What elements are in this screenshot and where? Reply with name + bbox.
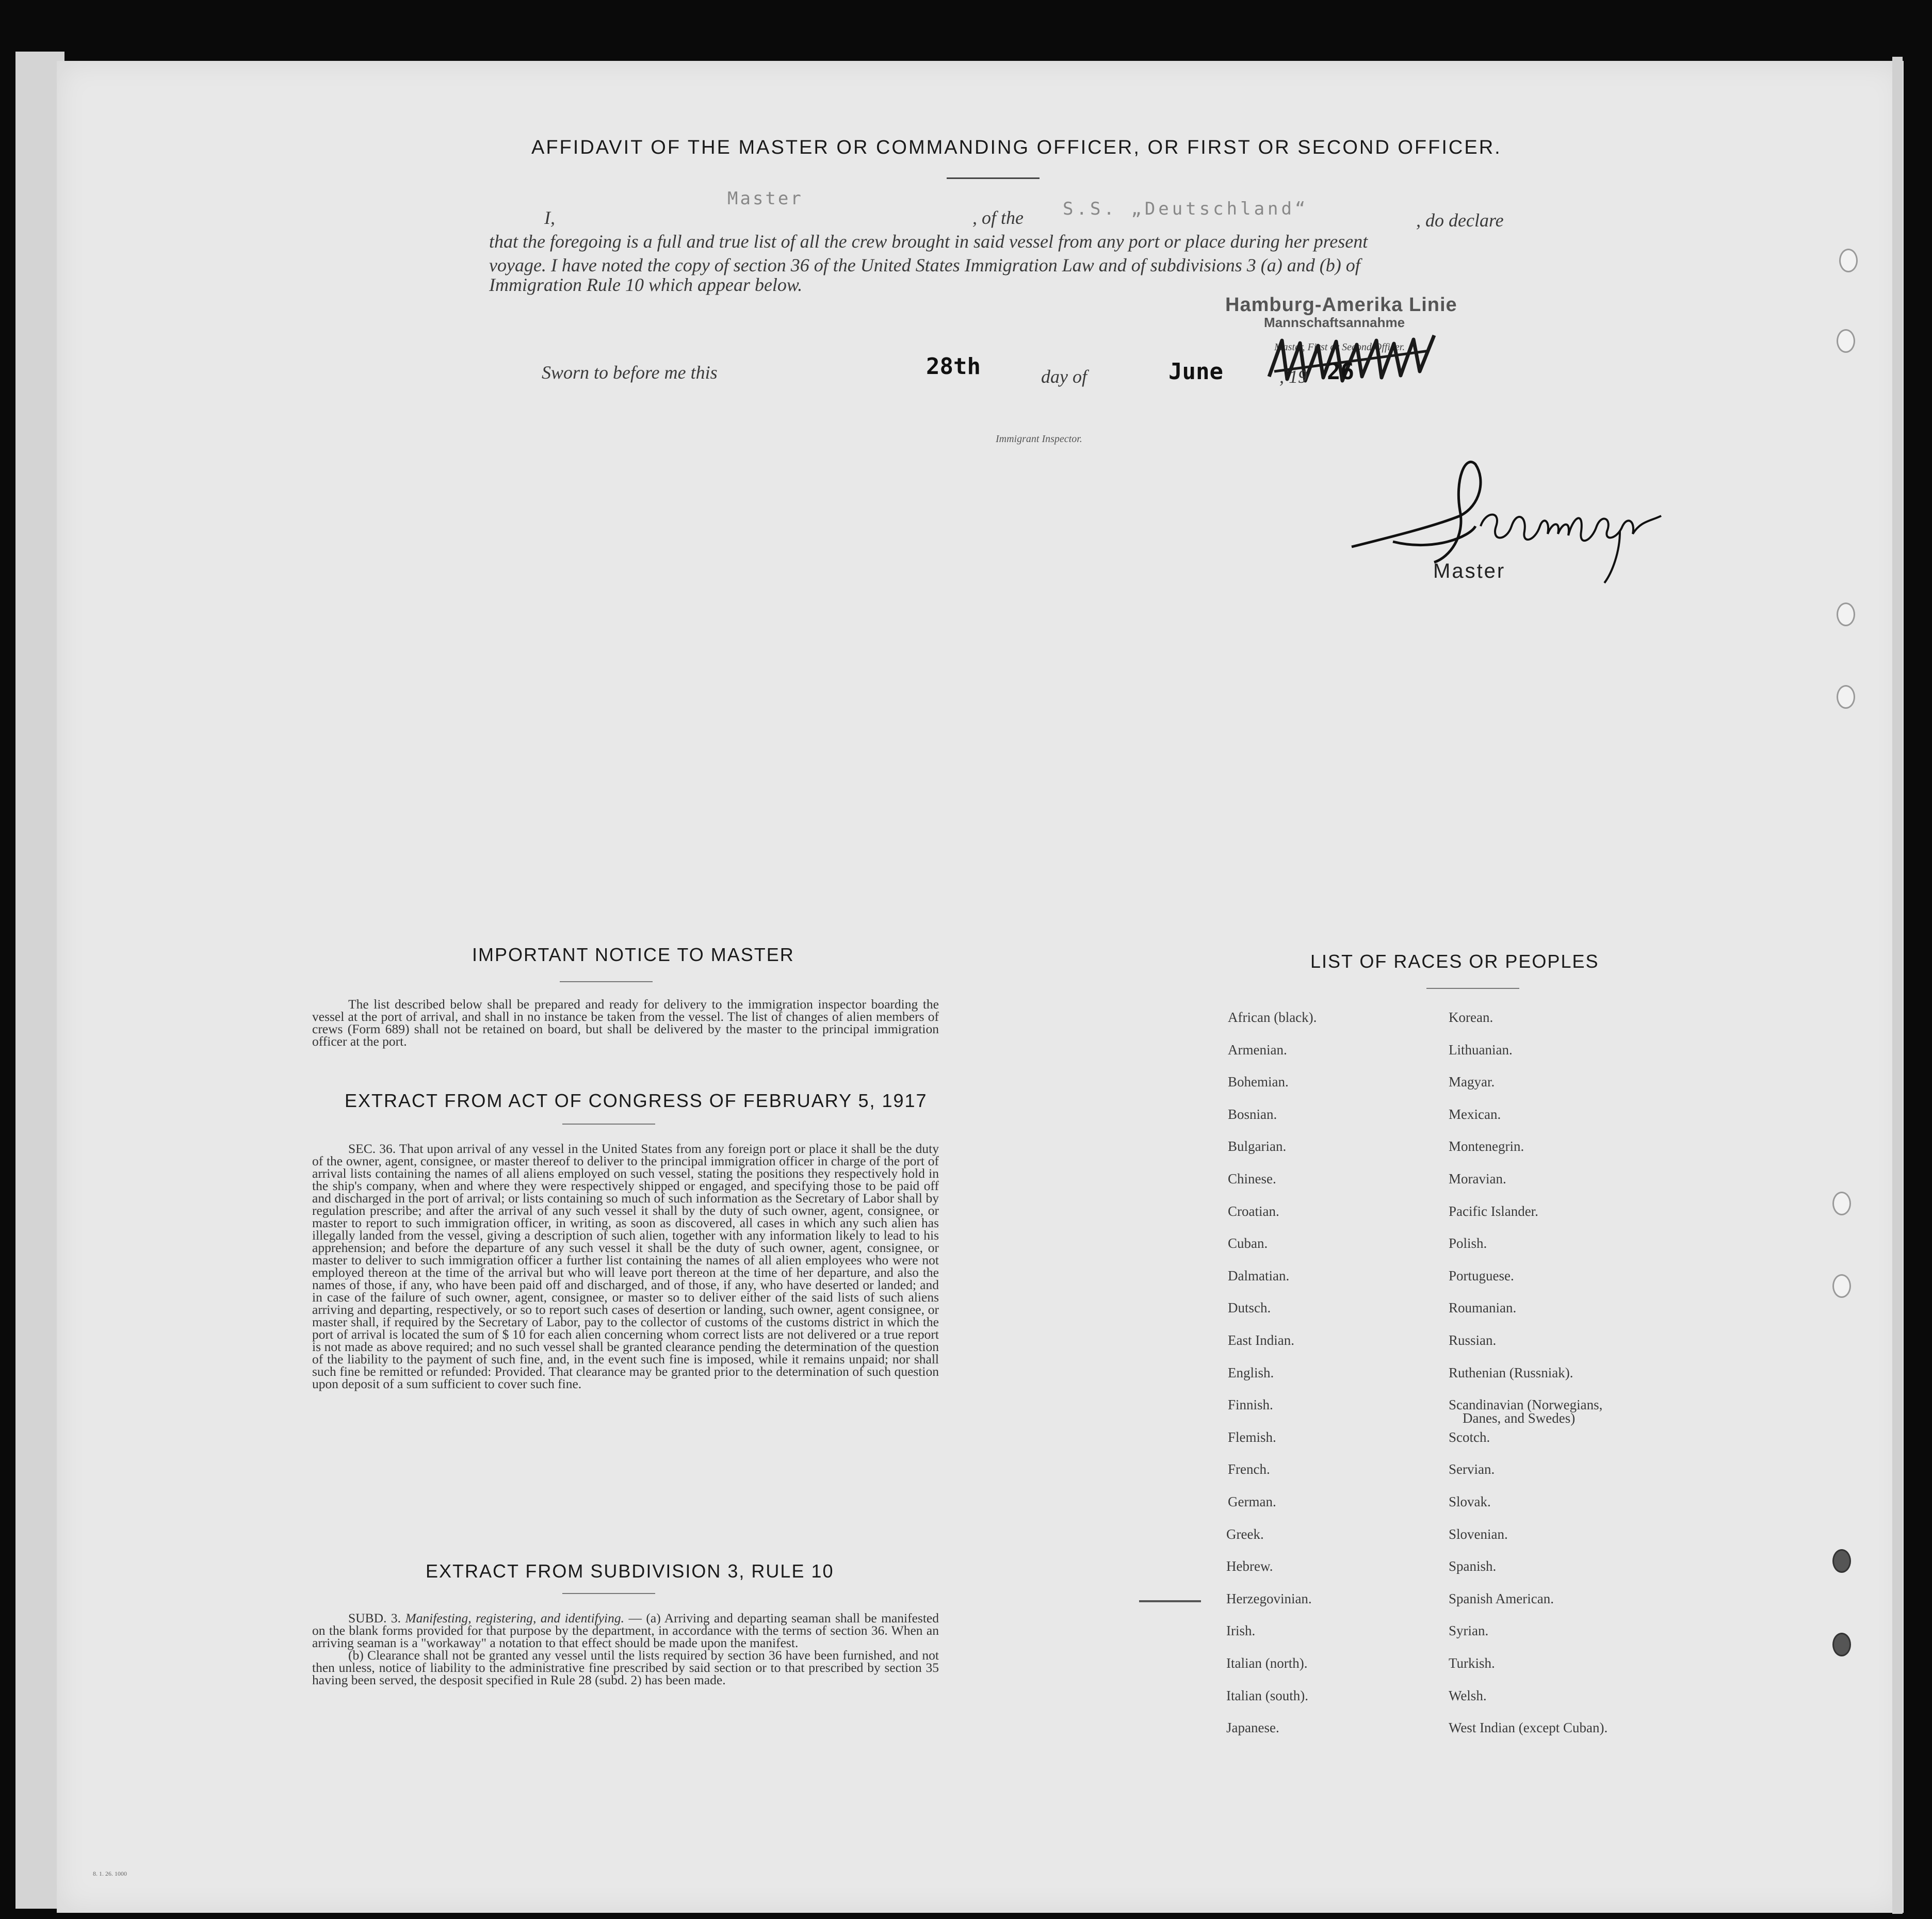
sworn-year: 26	[1327, 359, 1354, 385]
punch-hole	[1837, 329, 1855, 353]
punch-hole	[1837, 603, 1855, 626]
race-item: Welsh.	[1449, 1687, 1487, 1703]
race-item: Japanese.	[1226, 1720, 1279, 1736]
race-item: Hebrew.	[1226, 1558, 1273, 1574]
race-item: Croatian.	[1228, 1203, 1279, 1219]
race-item: Finnish.	[1228, 1397, 1273, 1413]
race-item: Bulgarian.	[1228, 1139, 1287, 1154]
signature-title: Master	[1433, 560, 1506, 582]
race-item: Dalmatian.	[1228, 1267, 1290, 1283]
rule-heading: EXTRACT FROM SUBDIVISION 3, RULE 10	[426, 1560, 834, 1582]
sworn-year-prefix: , 19	[1279, 366, 1307, 387]
race-item: Bohemian.	[1228, 1074, 1289, 1090]
notice-heading: IMPORTANT NOTICE TO MASTER	[472, 944, 794, 965]
race-item: Slovenian.	[1449, 1526, 1508, 1542]
race-item: Dutsch.	[1228, 1300, 1271, 1316]
race-item: Portuguese.	[1449, 1267, 1514, 1283]
sworn-label: Sworn to before me this	[542, 362, 718, 383]
notice-divider	[560, 981, 653, 982]
race-item: Chinese.	[1228, 1171, 1276, 1186]
affidavit-title: AFFIDAVIT OF THE MASTER OR COMMANDING OFFICER, OR FIRST OR SECOND OFFICER.	[531, 137, 1502, 158]
punch-hole	[1832, 1192, 1851, 1215]
sworn-month: June	[1168, 359, 1223, 385]
race-item: Bosnian.	[1228, 1106, 1277, 1122]
punch-hole	[1832, 1633, 1851, 1656]
typed-master: Master	[727, 188, 803, 209]
race-item: Pacific Islander.	[1449, 1203, 1538, 1219]
master-signature	[1331, 449, 1692, 588]
inspector-caption: Immigrant Inspector.	[996, 433, 1082, 445]
punch-hole	[1839, 249, 1858, 272]
race-item: Magyar.	[1449, 1074, 1495, 1090]
race-item: Greek.	[1226, 1526, 1264, 1542]
race-item: Spanish.	[1449, 1558, 1497, 1574]
race-item: Armenian.	[1228, 1042, 1287, 1058]
sworn-day: 28th	[926, 353, 981, 380]
race-item: Scotch.	[1449, 1429, 1490, 1445]
typed-vessel-name: S.S. „Deutschland“	[1063, 199, 1309, 219]
race-item: Irish.	[1226, 1623, 1256, 1639]
race-item: Montenegrin.	[1449, 1139, 1524, 1154]
race-item: Mexican.	[1449, 1106, 1501, 1122]
race-item: Korean.	[1449, 1010, 1493, 1025]
declaration-i: I,	[544, 207, 555, 228]
race-item: Italian (north).	[1226, 1655, 1308, 1671]
race-item: Herzegovinian.	[1226, 1590, 1312, 1606]
race-item: Polish.	[1449, 1235, 1487, 1251]
race-item: Spanish American.	[1449, 1590, 1554, 1606]
act-heading: EXTRACT FROM ACT OF CONGRESS OF FEBRUARY 5, 1917	[345, 1090, 928, 1111]
race-item: German.	[1228, 1494, 1276, 1509]
punch-hole	[1832, 1274, 1851, 1298]
race-item: West Indian (except Cuban).	[1449, 1720, 1608, 1736]
title-divider	[947, 177, 1040, 179]
punch-hole	[1832, 1549, 1851, 1573]
officer-caption: Master, First or Second Officer.	[1274, 341, 1405, 353]
act-text: SEC. 36. That upon arrival of any vessel in the United States from any foreign port or place it shall be the duty of the owner, agent, consignee, or master thereof to deliver to the principal immigration officer in charge of the port of arrival lists containing the names of all aliens employed on such vessel, stating the positions they respectively hold in the ship's company, when and where they were respectively shipped or engaged, and specifying those to be paid off and discharged in the port of arrival; or lists containing so much of such information as the Secretary of Labor shall by regulation prescribe; and after the arrival of any such vessel it shall by the duty of such owner, agent, consignee, or master to report to such immigration officer, in writing, as soon as discovered, all cases in which any such alien has illegally landed from the vessel, giving a description of such alien, together with any information likely to lead to his apprehension; and before the departure of any such vessel it shall be the duty of such owner, agent, consignee, or master to deliver to such immigration officer a further list containing the names of all alien employees who were not employed thereon at the time of the arrival but who will leave port thereon at the time of her departure, and also the names of those, if any, who have been paid off and discharged, and of those, if any, who have deserted or landed; and in case of the failure of such owner, agent, consignee, or master so to deliver either of the said lists of such aliens arriving and departing, respectively, or so to report such cases of desertion or landing, such owner, agent consignee, or master shall, if required by the Secretary of Labor, pay to the collector of customs of the customs district in which the port of arrival is located the sum of $ 10 for each alien concerning whom correct lists are not delivered or a true report is not made as above required; and no such vessel shall be granted clearance pending the determination of the question of the liability to the payment of such fine, and, in the event such fine is imposed, while it remains unpaid; nor shall such fine be remitted or refunded: Provided. That clearance may be granted prior to the determination of such question upon deposit of a sum sufficient to cover such fine.	[312, 1141, 939, 1391]
rule-divider	[562, 1593, 655, 1594]
declaration-do-declare: , do declare	[1416, 210, 1504, 231]
race-item: English.	[1228, 1364, 1274, 1380]
act-divider	[562, 1124, 655, 1125]
race-item: Cuban.	[1228, 1235, 1268, 1251]
race-item: Flemish.	[1228, 1429, 1276, 1445]
race-item: Ruthenian (Russniak).	[1449, 1364, 1573, 1380]
race-item: Scandinavian (Norwegians,	[1449, 1397, 1603, 1413]
race-item: Roumanian.	[1449, 1300, 1517, 1316]
races-divider	[1426, 988, 1519, 989]
race-item: Danes, and Swedes)	[1463, 1410, 1576, 1426]
declaration-line-4: Immigration Rule 10 which appear below.	[489, 274, 803, 295]
race-item: Syrian.	[1449, 1623, 1489, 1639]
stamp-department: Mannschaftsannahme	[1264, 315, 1405, 330]
race-item: East Indian.	[1228, 1332, 1294, 1348]
notice-text: The list described below shall be prepared and ready for delivery to the immigration inspector boarding the vessel at the port of arrival, and shall in no instance be taken from the vessel. The list of changes of alien members of crews (Form 689) shall not be retained on board, but shall be delivered by the master to the principal immigration officer at the port.	[312, 997, 939, 1049]
stamp-company: Hamburg-Amerika Linie	[1225, 294, 1457, 316]
race-item: Lithuanian.	[1449, 1042, 1513, 1058]
punch-hole	[1837, 685, 1855, 709]
declaration-line-3: voyage. I have noted the copy of section 36 of the United States Immigration Law and of subdivisions 3 (a) and (b) of	[489, 255, 1360, 275]
sworn-day-of: day of	[1041, 366, 1087, 387]
race-item: Italian (south).	[1226, 1687, 1308, 1703]
declaration-of-the: , of the	[972, 207, 1024, 228]
rule-text: SUBD. 3. Manifesting, registering, and identifying. — (a) Arriving and departing seaman shall be manifested on the blank forms provided for that purpose by the department, in accordance with the terms of section 36. When an arriving seaman is a "workaway" a notation to that effect should be made upon the manifest. (b) Clearance shall not be granted any vessel until the lists required by section 36 have been furnished, and not then unless, notice of liability to the administrative fine prescribed by said section or to that prescribed by section 35 having been served, the desposit specified in Rule 28 (subd. 2) has been made.	[312, 1611, 939, 1687]
race-item: Slovak.	[1449, 1494, 1491, 1509]
race-item: French.	[1228, 1461, 1270, 1477]
race-item: Turkish.	[1449, 1655, 1495, 1671]
race-item: Moravian.	[1449, 1171, 1506, 1186]
race-item: African (black).	[1228, 1010, 1317, 1025]
form-code: 8. 1. 26. 1000	[93, 1870, 127, 1877]
race-item: Russian.	[1449, 1332, 1497, 1348]
pencil-mark	[1139, 1600, 1201, 1602]
race-item: Servian.	[1449, 1461, 1495, 1477]
page-edge-strip	[1892, 57, 1903, 1914]
declaration-line-2: that the foregoing is a full and true list of all the crew brought in said vessel from any port or place during her present	[489, 231, 1368, 252]
races-heading: LIST OF RACES OR PEOPLES	[1310, 951, 1599, 972]
